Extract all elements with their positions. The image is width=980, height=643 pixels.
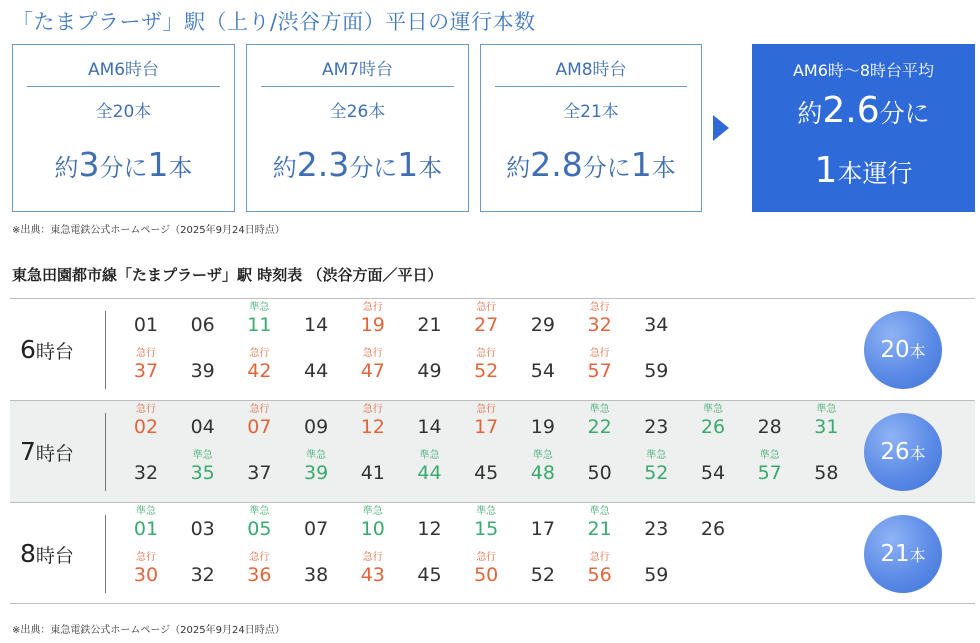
train-type-label	[288, 551, 344, 564]
departure-time	[515, 403, 571, 438]
train-type-label	[628, 551, 684, 564]
departure-minute: 59	[644, 360, 669, 382]
summary-box-frequency: 約2.3分に1本	[272, 145, 443, 184]
hour-row-6	[10, 298, 975, 400]
departure-time	[402, 403, 458, 438]
departure-time	[742, 403, 798, 438]
train-type-label: 準急	[816, 404, 837, 415]
departure-time	[231, 449, 287, 484]
departure-time	[118, 347, 174, 382]
train-type-label	[685, 449, 741, 462]
source-note-bottom: ※出典：東急電鉄公式ホームページ（2025年9月24日時点）	[12, 625, 285, 636]
departure-time	[628, 505, 684, 540]
departure-minute: 58	[814, 462, 839, 484]
divider	[105, 515, 106, 593]
train-type-label	[628, 403, 684, 416]
train-count-badge: 26本	[864, 413, 942, 491]
train-type-label	[175, 301, 231, 314]
departure-time	[175, 301, 231, 336]
departure-time	[515, 347, 571, 382]
train-type-label	[685, 505, 741, 518]
source-note: ※出典：東急電鉄公式ホームページ（2025年9月24日時点）	[12, 225, 285, 236]
train-type-label	[628, 347, 684, 360]
departure-minute: 09	[304, 416, 329, 438]
train-type-label	[345, 449, 401, 462]
departure-time	[288, 301, 344, 336]
train-type-label	[175, 403, 231, 416]
departure-minute: 36	[247, 564, 272, 586]
train-type-label: 急行	[476, 302, 497, 313]
departure-minute: 10	[360, 518, 385, 540]
departure-minute: 01	[133, 314, 159, 336]
departure-minute: 48	[530, 462, 555, 484]
departure-time	[572, 301, 628, 336]
departure-time	[628, 347, 684, 382]
train-type-label	[402, 551, 458, 564]
average-service: 1本運行	[814, 150, 913, 191]
departure-time	[572, 403, 628, 438]
summary-box-head: AM6時台	[27, 55, 220, 87]
departure-time	[628, 403, 684, 438]
hour-label: 8時台	[20, 539, 74, 568]
average-box-head: AM6時〜8時台平均	[792, 61, 935, 80]
train-type-label: 急行	[476, 404, 497, 415]
departure-time	[515, 551, 571, 586]
summary-box-8	[480, 44, 702, 212]
departure-minute: 05	[247, 518, 272, 540]
departure-minute: 12	[417, 518, 442, 540]
divider	[105, 413, 106, 491]
departure-time	[628, 301, 684, 336]
average-frequency: 約2.6分に	[797, 90, 930, 131]
departure-time	[118, 301, 174, 336]
train-type-label	[628, 505, 684, 518]
train-type-label: 準急	[703, 404, 723, 415]
departure-time	[175, 347, 231, 382]
train-type-label	[515, 551, 571, 564]
departure-time	[288, 505, 344, 540]
departure-time	[288, 449, 344, 484]
train-type-label	[515, 347, 571, 360]
departure-time	[345, 551, 401, 586]
departure-minute: 47	[360, 360, 385, 382]
triangle-arrow-icon	[713, 115, 729, 141]
departure-time	[458, 347, 514, 382]
departure-minute: 21	[587, 518, 612, 540]
train-type-label: 急行	[362, 552, 383, 563]
departure-minute: 07	[247, 416, 272, 438]
departure-minute: 37	[247, 462, 272, 484]
train-type-label	[175, 505, 231, 518]
departure-time	[118, 403, 174, 438]
departure-minute: 57	[757, 462, 782, 484]
train-type-label: 急行	[136, 404, 156, 415]
train-type-label: 準急	[249, 506, 270, 517]
departure-minute: 44	[417, 462, 442, 484]
summary-box-head: AM7時台	[261, 55, 454, 87]
departure-minute: 27	[474, 314, 499, 336]
train-type-label	[118, 449, 174, 462]
departure-minute: 35	[190, 462, 215, 484]
train-type-label: 急行	[476, 552, 497, 563]
departure-time	[515, 449, 571, 484]
summary-box-7	[246, 44, 469, 212]
departure-time	[231, 551, 287, 586]
train-type-label: 急行	[362, 348, 383, 359]
train-type-label: 準急	[419, 450, 440, 461]
train-type-label: 急行	[589, 302, 610, 313]
departure-time	[402, 301, 458, 336]
hour-label: 6時台	[20, 335, 74, 364]
train-type-label: 急行	[589, 552, 610, 563]
train-type-label: 急行	[136, 348, 156, 359]
departure-time	[572, 347, 628, 382]
divider	[105, 311, 106, 389]
departure-minute: 21	[417, 314, 442, 336]
train-type-label: 準急	[589, 506, 610, 517]
train-count-badge: 20本	[864, 311, 942, 389]
departure-minute: 32	[133, 462, 159, 484]
departure-time	[288, 551, 344, 586]
departure-time	[231, 301, 287, 336]
departure-time	[402, 505, 458, 540]
train-type-label: 急行	[249, 348, 270, 359]
departure-minute: 14	[304, 314, 329, 336]
train-type-label	[458, 449, 514, 462]
departure-minute: 07	[304, 518, 329, 540]
train-type-label	[288, 505, 344, 518]
timetable-title: 東急田園都市線「たまプラーザ」駅 時刻表 （渋谷方面／平日）	[12, 266, 443, 284]
departure-time	[458, 301, 514, 336]
departure-time	[175, 449, 231, 484]
departure-minute: 54	[700, 462, 726, 484]
departure-minute: 28	[757, 416, 782, 438]
departure-minute: 15	[474, 518, 499, 540]
train-type-label	[402, 301, 458, 314]
departure-time	[628, 449, 684, 484]
departure-minute: 54	[530, 360, 555, 382]
departure-time	[402, 347, 458, 382]
departure-time	[231, 403, 287, 438]
departure-time	[742, 449, 798, 484]
train-type-label	[118, 301, 174, 314]
departure-minute: 43	[360, 564, 385, 586]
departure-minute: 03	[190, 518, 215, 540]
departure-minute: 37	[133, 360, 159, 382]
summary-box-frequency: 約2.8分に1本	[506, 145, 676, 184]
train-type-label	[402, 403, 458, 416]
train-type-label	[742, 403, 798, 416]
departure-time	[288, 347, 344, 382]
train-type-label	[288, 347, 344, 360]
summary-box-frequency: 約3分に1本	[54, 145, 193, 184]
train-type-label: 急行	[249, 404, 270, 415]
page-title: 「たまプラーザ」駅（上り/渋谷方面）平日の運行本数	[12, 10, 536, 34]
hour-label: 7時台	[20, 437, 74, 466]
departure-minute: 59	[644, 564, 669, 586]
departure-minute: 52	[644, 462, 669, 484]
departure-time	[798, 449, 854, 484]
departure-minute: 41	[360, 462, 385, 484]
departure-time	[118, 449, 174, 484]
train-type-label: 急行	[476, 348, 497, 359]
departure-minute: 30	[133, 564, 159, 586]
train-type-label: 急行	[362, 404, 383, 415]
train-type-label	[402, 505, 458, 518]
departure-minute: 34	[644, 314, 669, 336]
departure-time	[118, 551, 174, 586]
departure-minute: 02	[133, 416, 159, 438]
departure-time	[798, 403, 854, 438]
departure-time	[572, 505, 628, 540]
departure-minute: 06	[190, 314, 215, 336]
train-type-label: 急行	[136, 552, 156, 563]
departure-minute: 38	[304, 564, 329, 586]
departure-minute: 14	[417, 416, 442, 438]
departure-time	[175, 551, 231, 586]
train-type-label: 急行	[362, 302, 383, 313]
train-type-label: 準急	[362, 506, 383, 517]
departure-minute: 04	[190, 416, 215, 438]
train-type-label	[175, 347, 231, 360]
train-type-label: 準急	[192, 450, 213, 461]
train-type-label: 準急	[532, 450, 553, 461]
departure-minute: 50	[474, 564, 499, 586]
train-type-label	[515, 301, 571, 314]
train-type-label: 急行	[589, 348, 610, 359]
departure-minute: 52	[530, 564, 555, 586]
departure-minute: 31	[814, 416, 839, 438]
departure-time	[345, 403, 401, 438]
timetable	[10, 298, 975, 604]
departure-time	[175, 403, 231, 438]
train-type-label	[515, 403, 571, 416]
departure-time	[572, 449, 628, 484]
departure-minute: 23	[644, 518, 669, 540]
departure-time	[458, 403, 514, 438]
departure-minute: 39	[190, 360, 215, 382]
departure-time	[628, 551, 684, 586]
departure-minute: 42	[247, 360, 272, 382]
departure-time	[685, 449, 741, 484]
train-type-label: 準急	[136, 506, 156, 517]
train-type-label: 準急	[249, 302, 270, 313]
departure-minute: 26	[700, 416, 726, 438]
hour-row-7	[10, 400, 975, 502]
summary-box-head: AM8時台	[495, 55, 687, 87]
train-type-label	[288, 301, 344, 314]
departure-minute: 26	[700, 518, 726, 540]
departure-time	[231, 505, 287, 540]
train-type-label: 準急	[759, 450, 780, 461]
departure-minute: 22	[587, 416, 612, 438]
departure-minute: 49	[417, 360, 442, 382]
departure-time	[402, 449, 458, 484]
train-type-label: 準急	[476, 506, 497, 517]
departure-minute: 19	[360, 314, 385, 336]
departure-time	[515, 505, 571, 540]
departure-minute: 44	[304, 360, 329, 382]
departure-minute: 39	[304, 462, 329, 484]
departure-time	[231, 347, 287, 382]
departure-minute: 32	[587, 314, 612, 336]
departure-time	[345, 347, 401, 382]
departure-minute: 45	[417, 564, 442, 586]
departure-time	[288, 403, 344, 438]
departure-minute: 23	[644, 416, 669, 438]
departure-minute: 50	[587, 462, 612, 484]
departure-time	[345, 449, 401, 484]
train-type-label	[402, 347, 458, 360]
train-type-label: 準急	[646, 450, 667, 461]
departure-minute: 45	[474, 462, 499, 484]
departure-time	[515, 301, 571, 336]
train-type-label	[175, 551, 231, 564]
train-type-label: 準急	[589, 404, 610, 415]
summary-box-total: 全26本	[329, 102, 386, 122]
departure-time	[118, 505, 174, 540]
departure-minute: 32	[190, 564, 215, 586]
train-count-badge: 21本	[864, 515, 942, 593]
departure-time	[458, 449, 514, 484]
departure-time	[345, 505, 401, 540]
departure-time	[175, 505, 231, 540]
train-type-label: 急行	[249, 552, 270, 563]
departure-minute: 29	[530, 314, 555, 336]
train-type-label: 準急	[306, 450, 327, 461]
departure-time	[458, 551, 514, 586]
departure-time	[685, 403, 741, 438]
departure-minute: 52	[474, 360, 499, 382]
summary-box-total: 全21本	[563, 102, 619, 122]
departure-minute: 19	[530, 416, 555, 438]
departure-minute: 17	[474, 416, 499, 438]
hour-row-8	[10, 502, 975, 604]
departure-time	[345, 301, 401, 336]
departure-minute: 57	[587, 360, 612, 382]
departure-minute: 17	[530, 518, 555, 540]
train-type-label	[515, 505, 571, 518]
departure-minute: 01	[133, 518, 159, 540]
train-type-label	[628, 301, 684, 314]
train-type-label	[798, 449, 854, 462]
departure-time	[402, 551, 458, 586]
departure-minute: 11	[247, 314, 272, 336]
average-box	[752, 44, 975, 212]
summary-box-6	[12, 44, 235, 212]
summary-box-total: 全20本	[95, 102, 152, 122]
train-type-label	[231, 449, 287, 462]
departure-time	[572, 551, 628, 586]
train-type-label	[288, 403, 344, 416]
train-type-label	[572, 449, 628, 462]
departure-minute: 12	[360, 416, 385, 438]
departure-time	[685, 505, 741, 540]
departure-minute: 56	[587, 564, 612, 586]
departure-time	[458, 505, 514, 540]
